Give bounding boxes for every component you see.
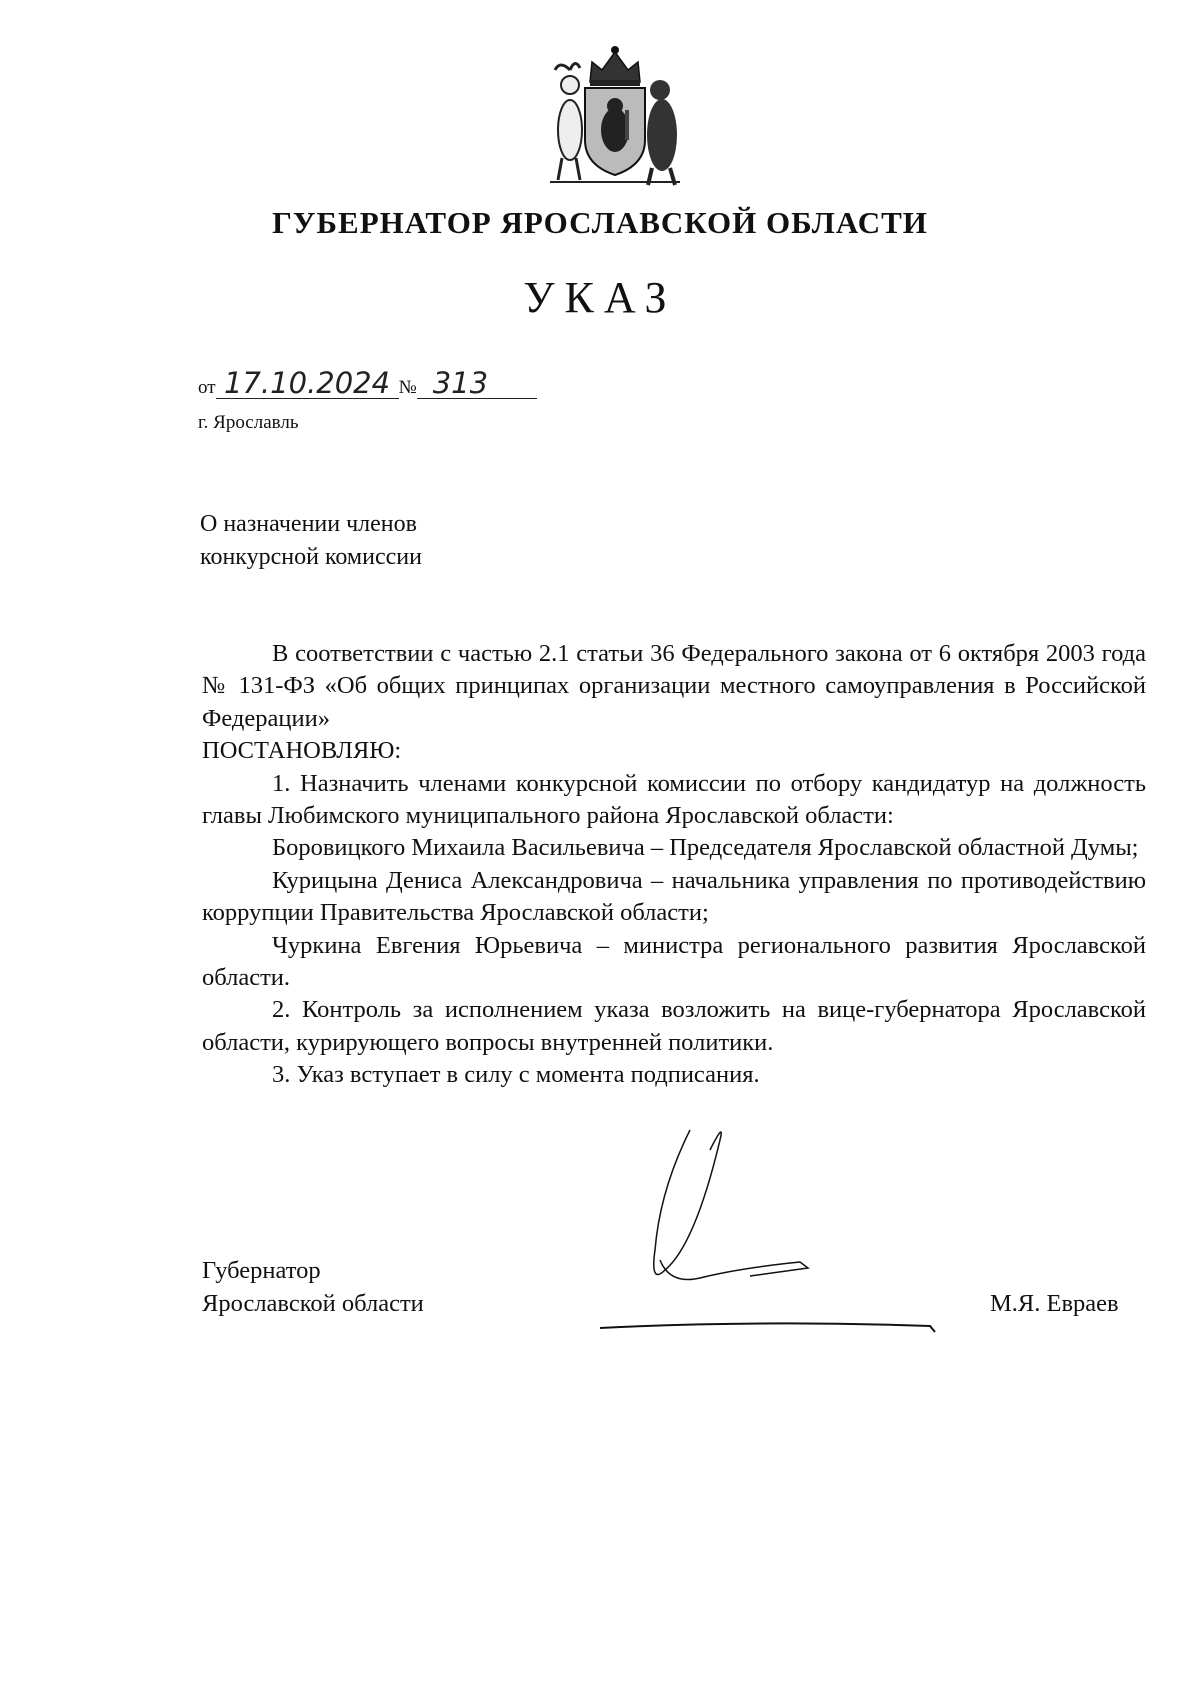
city-of-issue: г. Ярославль (198, 412, 299, 433)
decree-date: 17.10.2024 (216, 368, 399, 399)
preamble-paragraph: В соответствии с частью 2.1 статьи 36 Федерального закона от 6 октября 2003 года № 131-ФЗ «Об общих принципах организации местного самоуправления в Российской Федерации» (202, 640, 1146, 732)
decree-subject (200, 508, 422, 574)
signatory-title (202, 1254, 424, 1320)
member-2-paragraph: Курицына Дениса Александровича – начальника управления по противодействию коррупции Правительства Ярославской области; (202, 866, 1146, 927)
member-1-paragraph: Боровицкого Михаила Васильевича – Председателя Ярославской областной Думы; (272, 834, 1139, 862)
item-1-paragraph: 1. Назначить членами конкурсной комиссии по отбору кандидатур на должность главы Любимского муниципального района Ярославской области: (202, 769, 1146, 830)
member-3-paragraph: Чуркина Евгения Юрьевича – министра регионального развития Ярославской области. (202, 931, 1146, 992)
signatory-title-line-1: Губернатор (202, 1257, 321, 1284)
date-number-line (198, 368, 537, 399)
subject-line-2: конкурсной комиссии (200, 544, 422, 570)
item-3-paragraph: 3. Указ вступает в силу с момента подписания. (272, 1061, 760, 1089)
item-2-paragraph: 2. Контроль за исполнением указа возложить на вице-губернатора Ярославской области, курирующего вопросы внутренней политики. (202, 996, 1146, 1056)
decree-body (202, 638, 1146, 1092)
signatory-name: М.Я. Евраев (990, 1290, 1119, 1317)
decree-word: ПОСТАНОВЛЯЮ: (202, 737, 402, 765)
subject-line-1: О назначении членов (200, 511, 417, 537)
coat-of-arms-icon (530, 40, 700, 190)
document-type-title: УКАЗ (523, 273, 677, 322)
number-prefix: № (398, 377, 417, 398)
date-prefix: от (198, 377, 216, 398)
signatory-title-line-2: Ярославской области (202, 1290, 424, 1317)
handwritten-signature (600, 1110, 980, 1350)
issuing-authority: ГУБЕРНАТОР ЯРОСЛАВСКОЙ ОБЛАСТИ (272, 205, 928, 240)
decree-number: 313 (417, 368, 537, 399)
